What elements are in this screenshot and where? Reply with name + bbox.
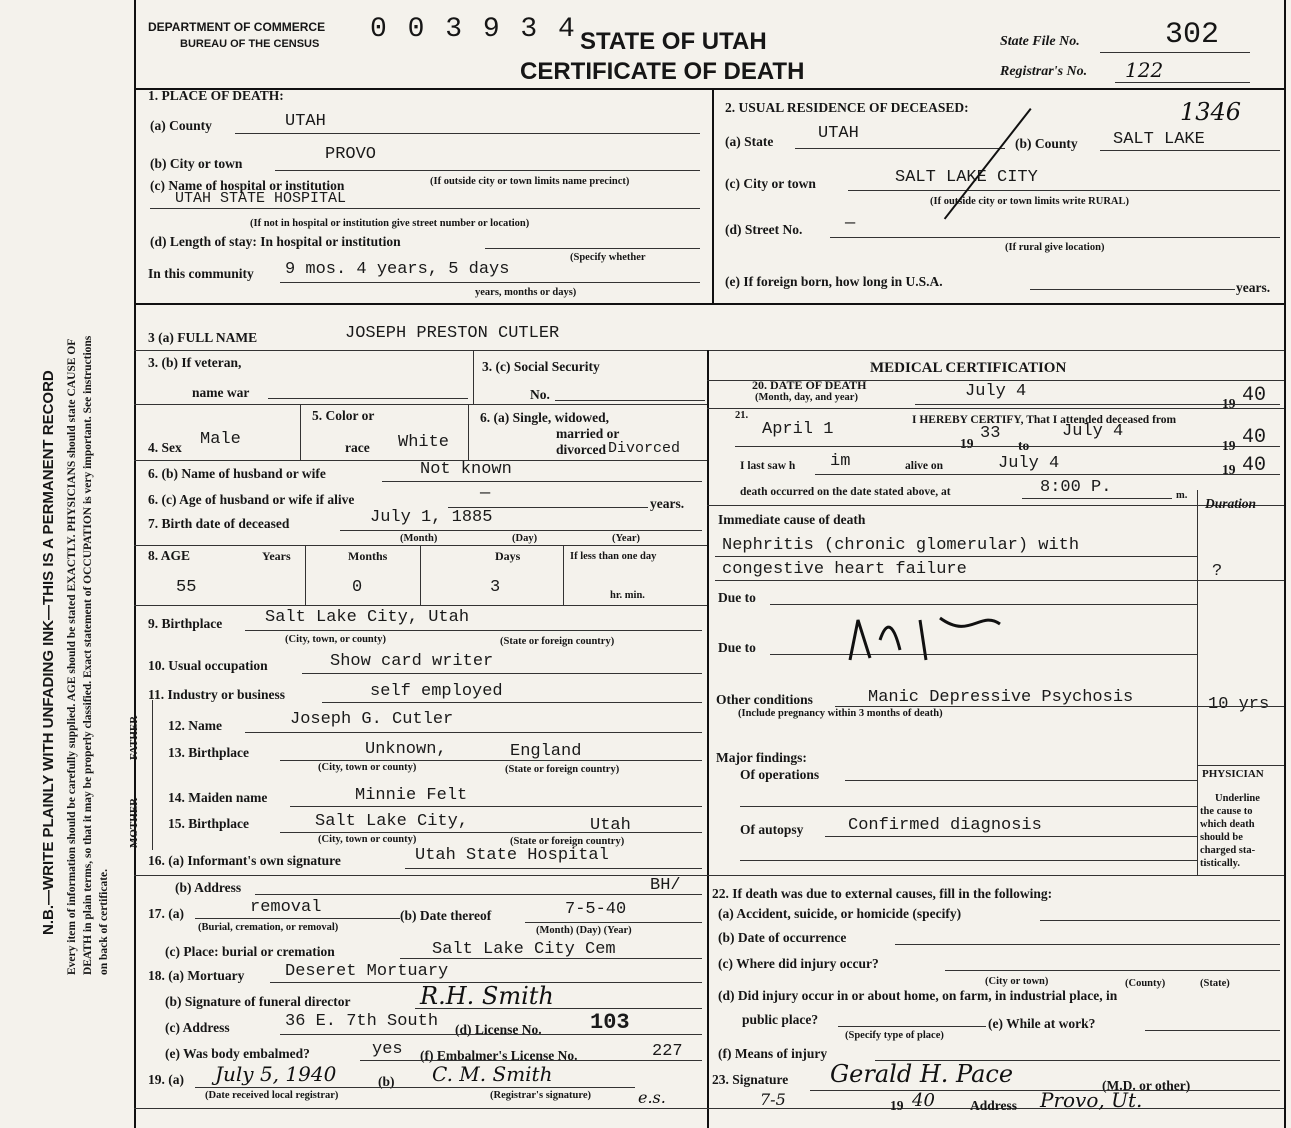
accident-line	[1040, 920, 1280, 921]
mother-name-label: 14. Maiden name	[168, 790, 268, 805]
n21-label: 21.	[735, 410, 749, 421]
operations-line-2	[740, 806, 1197, 807]
registrar-sig-label: (b)	[378, 1074, 395, 1089]
time-m-label: m.	[1176, 490, 1188, 501]
color-marital-divider	[468, 404, 469, 460]
form-right-border	[1284, 0, 1286, 1128]
industry-label: 11. Industry or business	[148, 687, 286, 702]
from-year-prefix: 19	[960, 436, 974, 451]
sidebar-permanent-record: N.B.—WRITE PLAINLY WITH UNFADING INK—THIS IS A PERMANENT RECORD	[40, 370, 57, 935]
means-label: (f) Means of injury	[718, 1046, 828, 1061]
res-city-label: (c) City or town	[725, 176, 816, 191]
spouse-label: 6. (b) Name of husband or wife	[148, 466, 326, 481]
marital-label-2: married or	[556, 426, 620, 441]
stay-line	[485, 248, 700, 249]
state-file-line	[1100, 52, 1250, 53]
disposition-label: 17. (a)	[148, 906, 184, 921]
mother-bracket	[152, 790, 153, 850]
age-months-value: 0	[352, 578, 363, 597]
physician-signature: Gerald H. Pace	[830, 1060, 1014, 1088]
cause-line-1-rule	[715, 556, 1197, 557]
occupation-line	[302, 673, 702, 674]
sex-value: Male	[200, 430, 241, 449]
director-label: (b) Signature of funeral director	[165, 994, 351, 1009]
dod-line	[915, 404, 1280, 405]
race-value: White	[398, 433, 450, 452]
disposition-date-line	[525, 922, 702, 923]
from-year: 33	[980, 424, 1001, 443]
hospital-line	[150, 208, 700, 209]
license-value: 103	[590, 1010, 630, 1035]
cause-line-2: congestive heart failure	[722, 560, 967, 579]
where-label: (c) Where did injury occur?	[718, 956, 879, 971]
occupation-label: 10. Usual occupation	[148, 658, 268, 673]
state-file-number: 302	[1165, 18, 1220, 52]
burial-place-line	[400, 958, 702, 959]
dept-label: DEPARTMENT OF COMMERCE	[148, 20, 326, 34]
informant-sig-label: 16. (a) Informant's own signature	[148, 853, 341, 868]
certificate-title: CERTIFICATE OF DEATH	[520, 58, 805, 85]
duration-heading: Duration	[1205, 496, 1257, 511]
last-saw-label: I last saw h	[740, 460, 796, 472]
mother-name-value: Minnie Felt	[355, 786, 468, 805]
col-divider-top	[712, 88, 714, 304]
mortuary-addr-line	[280, 1034, 702, 1035]
registrar-line	[1115, 82, 1250, 83]
informant-sig-value: Utah State Hospital	[415, 846, 609, 865]
father-tag: FATHER	[128, 715, 140, 760]
marital-value: Divorced	[608, 440, 681, 457]
mortuary-value: Deseret Mortuary	[285, 962, 449, 981]
birth-day-note: (Day)	[512, 533, 538, 544]
res-county-line	[1100, 150, 1280, 151]
alive-on-value: July 4	[998, 454, 1060, 473]
cause-line-2-rule	[715, 580, 1284, 581]
spouse-age-years: years.	[650, 496, 685, 511]
where-state-note: (State)	[1200, 978, 1230, 989]
sex-label: 4. Sex	[148, 440, 182, 455]
age-div-2	[420, 545, 421, 605]
res-state-label: (a) State	[725, 134, 774, 149]
attended-to: July 4	[1062, 422, 1124, 441]
received-note: (Date received local registrar)	[205, 1090, 339, 1101]
age-months-heading: Months	[348, 549, 388, 563]
mother-name-line	[290, 806, 702, 807]
res-state-line	[795, 148, 1005, 149]
disposition-date-value: 7-5-40	[565, 900, 627, 919]
physician-address-label: Address	[970, 1098, 1018, 1113]
place-of-death-title: 1. PLACE OF DEATH:	[148, 88, 284, 103]
row-age-bottom	[134, 605, 707, 606]
street-note: (If not in hospital or institution give street number or location)	[250, 218, 530, 229]
name-war-label: name war	[192, 385, 250, 400]
residence-divider	[134, 303, 1284, 305]
where-county-note: (County)	[1125, 978, 1166, 989]
color-label: 5. Color or	[312, 408, 375, 423]
medical-title: MEDICAL CERTIFICATION	[870, 360, 1067, 376]
mother-bp-state: Utah	[590, 816, 631, 835]
header-divider	[134, 88, 1284, 90]
spouse-age-value: —	[480, 484, 491, 503]
full-name-value: JOSEPH PRESTON CUTLER	[345, 324, 560, 343]
foreign-line	[1030, 289, 1235, 290]
registrar-note: (Registrar's signature)	[490, 1090, 591, 1101]
birthplace-city-note: (City, town, or county)	[285, 634, 387, 645]
res-county-value: SALT LAKE	[1113, 130, 1205, 149]
father-bp-city-note: (City, town or county)	[318, 762, 417, 773]
death-county-line	[235, 133, 700, 134]
race-label: race	[345, 440, 370, 455]
last-saw-line	[815, 474, 1280, 475]
birthplace-value: Salt Lake City, Utah	[265, 608, 470, 627]
rural-note: (If outside city or town limits write RURAL)	[930, 196, 1129, 207]
full-name-label: 3 (a) FULL NAME	[148, 330, 258, 345]
mother-bp-line	[280, 832, 702, 833]
embalmed-label: (e) Was body embalmed?	[165, 1046, 310, 1061]
disposition-value: removal	[250, 898, 322, 917]
spouse-line	[382, 481, 702, 482]
father-name-label: 12. Name	[168, 718, 222, 733]
immediate-cause-label: Immediate cause of death	[718, 512, 866, 527]
spouse-age-label: 6. (c) Age of husband or wife if alive	[148, 492, 355, 507]
accident-label: (a) Accident, suicide, or homicide (specify)	[718, 906, 962, 921]
attended-from: April 1	[762, 420, 834, 439]
autopsy-label: Of autopsy	[740, 822, 804, 837]
physician-sig-label: 23. Signature	[712, 1072, 789, 1087]
specify-note: (Specify whether	[570, 252, 646, 263]
embalmed-line	[360, 1060, 702, 1061]
registrar-line	[195, 1087, 635, 1088]
sidebar-instructions-1: Every item of information should be carefully supplied. AGE should be stated EXACTLY. PHYSICIANS should state CAUSE OF	[66, 338, 78, 975]
hospital-note: (If outside city or town limits name precinct)	[430, 176, 630, 187]
row-informant	[134, 875, 1284, 876]
mother-bp-city-note: (City, town or county)	[318, 834, 417, 845]
duration-col-divider	[1197, 490, 1198, 875]
death-city-value: PROVO	[325, 145, 377, 164]
spouse-value: Not known	[420, 460, 512, 479]
physician-year-prefix: 19	[890, 1098, 904, 1113]
informant-addr-label: (b) Address	[175, 880, 242, 895]
res-county-label: (b) County	[1015, 136, 1078, 151]
burial-place-label: (c) Place: burial or cremation	[165, 944, 335, 959]
occupation-value: Show card writer	[330, 652, 494, 671]
mortuary-addr-value: 36 E. 7th South	[285, 1012, 439, 1031]
other-conditions-line	[835, 706, 1284, 707]
mortuary-label: 18. (a) Mortuary	[148, 968, 245, 983]
residence-title: 2. USUAL RESIDENCE OF DECEASED:	[725, 100, 969, 115]
community-line	[280, 282, 700, 283]
informant-addr-value: BH/	[650, 876, 681, 895]
mortuary-addr-label: (c) Address	[165, 1020, 230, 1035]
age-label: 8. AGE	[148, 548, 191, 563]
external-causes-label: 22. If death was due to external causes, fill in the following:	[712, 886, 1053, 901]
sidebar-instructions-3: on back of certificate.	[98, 868, 110, 975]
physician-sig-year: 40	[912, 1090, 935, 1111]
res-street-label: (d) Street No.	[725, 222, 803, 237]
state-file-label: State File No.	[1000, 34, 1080, 49]
last-saw-suffix: im	[830, 452, 851, 471]
res-state-value: UTAH	[818, 124, 859, 143]
at-work-line	[1145, 1030, 1280, 1031]
col-divider-main	[707, 350, 709, 1128]
occurrence-label: (b) Date of occurrence	[718, 930, 847, 945]
father-bp-country: England	[510, 742, 582, 761]
disposition-date-label: (b) Date thereof	[400, 908, 492, 923]
due-to-1-label: Due to	[718, 590, 756, 605]
operations-label: Of operations	[740, 767, 820, 782]
occurrence-line	[895, 944, 1280, 945]
sidebar-instructions-2: DEATH in plain terms, so that it may be properly classified. Exact statement of OCCUPATION is very important. See instructions	[82, 335, 94, 975]
registrar-initials: e.s.	[638, 1088, 666, 1107]
dod-note: (Month, day, and year)	[755, 392, 858, 403]
stay-label: (d) Length of stay: In hospital or institution	[150, 234, 401, 249]
where-city-note: (City or town)	[985, 976, 1049, 987]
community-label: In this community	[148, 266, 254, 281]
age-less-heading: If less than one day	[570, 551, 657, 562]
due-to-2-label: Due to	[718, 640, 756, 655]
burial-place-value: Salt Lake City Cem	[432, 940, 616, 959]
birth-date-label: 7. Birth date of deceased	[148, 516, 290, 531]
alive-year: 40	[1242, 454, 1267, 477]
res-city-value: SALT LAKE CITY	[895, 168, 1038, 187]
cause-line-1: Nephritis (chronic glomerular) with	[722, 536, 1080, 555]
age-hrmin-label: hr. min.	[610, 590, 645, 601]
embalmer-license-label: (f) Embalmer's License No.	[420, 1048, 578, 1063]
industry-value: self employed	[370, 682, 503, 701]
age-days-heading: Days	[495, 549, 521, 563]
age-div-3	[563, 545, 564, 605]
corner-number: 1346	[1180, 98, 1242, 126]
med-dod-rule	[707, 408, 1284, 409]
ss-line	[555, 400, 705, 401]
hospital-label: (c) Name of hospital or institution	[150, 178, 345, 193]
ymd-note: years, months or days)	[475, 287, 577, 298]
other-conditions-value: Manic Depressive Psychosis	[868, 688, 1134, 707]
other-conditions-note: (Include pregnancy within 3 months of death)	[738, 708, 943, 719]
veteran-label: 3. (b) If veteran,	[148, 355, 242, 370]
operations-line	[845, 780, 1197, 781]
autopsy-value: Confirmed diagnosis	[848, 816, 1042, 835]
father-name-value: Joseph G. Cutler	[290, 710, 454, 729]
foreign-label: (e) If foreign born, how long in U.S.A.	[725, 274, 943, 289]
physician-note-3: which death	[1200, 819, 1255, 830]
alive-year-prefix: 19	[1222, 462, 1236, 477]
registrar-number: 122	[1125, 58, 1164, 82]
license-label: (d) License No.	[455, 1022, 542, 1037]
autopsy-line	[825, 836, 1197, 837]
physician-address-value: Provo, Ut.	[1040, 1088, 1143, 1112]
father-bp-state-note: (State or foreign country)	[505, 764, 620, 775]
mother-tag: MOTHER	[128, 797, 140, 848]
stay-value: 9 mos. 4 years, 5 days	[285, 260, 510, 279]
informant-sig-line	[405, 868, 702, 869]
birth-year-note: (Year)	[612, 533, 640, 544]
public-place-label: public place?	[742, 1012, 819, 1027]
father-name-line	[245, 732, 702, 733]
age-years-heading: Years	[262, 549, 291, 563]
birth-month-note: (Month)	[400, 533, 438, 544]
director-line	[415, 1008, 702, 1009]
death-county-value: UTAH	[285, 112, 326, 131]
director-signature: R.H. Smith	[420, 982, 554, 1010]
at-work-label: (e) While at work?	[988, 1016, 1096, 1031]
to-label: to	[1018, 438, 1030, 453]
age-days-value: 3	[490, 578, 501, 597]
mother-bp-city: Salt Lake City,	[315, 812, 469, 831]
name-divider	[134, 350, 1284, 351]
hospital-value: UTAH STATE HOSPITAL	[175, 190, 347, 207]
veteran-ss-divider	[473, 350, 474, 404]
age-years-value: 55	[176, 578, 197, 597]
physician-note-2: the cause to	[1200, 806, 1253, 817]
major-findings-label: Major findings:	[716, 750, 807, 765]
birthplace-label: 9. Birthplace	[148, 616, 223, 631]
received-value: July 5, 1940	[215, 1062, 337, 1086]
disposition-mdy-note: (Month) (Day) (Year)	[536, 925, 632, 936]
other-duration: 10 yrs	[1208, 695, 1270, 714]
marital-label: 6. (a) Single, widowed,	[480, 410, 610, 425]
foreign-years: years.	[1236, 280, 1271, 295]
occurred-label: death occurred on the date stated above, at	[740, 486, 951, 498]
certify-text: I HEREBY CERTIFY, That I attended deceased from	[912, 414, 1177, 426]
res-city-line	[848, 190, 1280, 191]
res-street-line	[830, 237, 1280, 238]
mother-birthplace-label: 15. Birthplace	[168, 816, 249, 831]
public-place-line	[838, 1026, 986, 1027]
res-street-value: —	[845, 214, 856, 233]
cause-duration: ?	[1212, 562, 1223, 581]
disposition-note: (Burial, cremation, or removal)	[198, 922, 339, 933]
marital-label-3: divorced	[556, 442, 606, 457]
registrar-label: Registrar's No.	[1000, 64, 1088, 79]
home-label: (d) Did injury occur in or about home, on farm, in industrial place, in	[718, 988, 1118, 1003]
dod-year-prefix: 19	[1222, 396, 1236, 411]
serial-number: 0 0 3 9 3 4	[370, 14, 577, 45]
due-to-scribble-mark	[830, 600, 1030, 670]
ss-no-label: No.	[530, 387, 550, 402]
name-war-line	[268, 398, 468, 399]
physician-note-5: charged sta-	[1200, 845, 1256, 856]
birth-date-line	[340, 530, 702, 531]
received-label: 19. (a)	[148, 1072, 184, 1087]
physician-note-6: tistically.	[1200, 858, 1240, 869]
death-time: 8:00 P.	[1040, 478, 1112, 497]
birthplace-line	[245, 630, 702, 631]
autopsy-line-2	[740, 860, 1197, 861]
embalmed-value: yes	[372, 1040, 403, 1059]
registrar-signature: C. M. Smith	[432, 1062, 553, 1086]
father-bp-city: Unknown,	[365, 740, 447, 759]
alive-on-label: alive on	[905, 460, 944, 472]
physician-note-4: should be	[1200, 832, 1243, 843]
dod-value: July 4	[965, 382, 1027, 401]
to-year-prefix: 19	[1222, 438, 1236, 453]
physician-tag: PHYSICIAN	[1202, 768, 1264, 780]
embalmer-license-value: 227	[652, 1042, 683, 1061]
time-line	[1022, 498, 1172, 499]
disposition-line	[195, 918, 400, 919]
state-title: STATE OF UTAH	[580, 28, 767, 55]
informant-addr-line	[255, 894, 702, 895]
physician-sig-date: 7-5	[760, 1090, 786, 1109]
row-veteran	[134, 404, 707, 405]
physician-note-1: Underline	[1215, 793, 1260, 804]
birth-date-value: July 1, 1885	[370, 508, 493, 527]
father-bp-line	[280, 760, 702, 761]
dod-label: 20. DATE OF DEATH	[752, 378, 867, 392]
birthplace-state-note: (State or foreign country)	[500, 636, 615, 647]
specify-place-note: (Specify type of place)	[845, 1030, 944, 1041]
dod-year: 40	[1242, 384, 1267, 407]
age-div-1	[305, 545, 306, 605]
rural-loc-note: (If rural give location)	[1005, 242, 1105, 253]
industry-line	[322, 702, 702, 703]
physician-rule	[1197, 765, 1284, 766]
other-conditions-label: Other conditions	[716, 692, 813, 707]
ss-label: 3. (c) Social Security	[482, 359, 600, 374]
sex-color-divider	[300, 404, 301, 460]
father-birthplace-label: 13. Birthplace	[168, 745, 249, 760]
where-line	[945, 970, 1280, 971]
bureau-label: BUREAU OF THE CENSUS	[180, 38, 320, 50]
father-bracket	[152, 700, 153, 790]
death-county-label: (a) County	[150, 118, 212, 133]
mother-bp-state-note: (State or foreign country)	[510, 836, 625, 847]
death-city-line	[275, 170, 700, 171]
md-label: (M.D. or other)	[1102, 1078, 1191, 1093]
to-year: 40	[1242, 426, 1267, 449]
form-left-border	[134, 0, 136, 1128]
death-city-label: (b) City or town	[150, 156, 243, 171]
attended-line	[735, 446, 1280, 447]
